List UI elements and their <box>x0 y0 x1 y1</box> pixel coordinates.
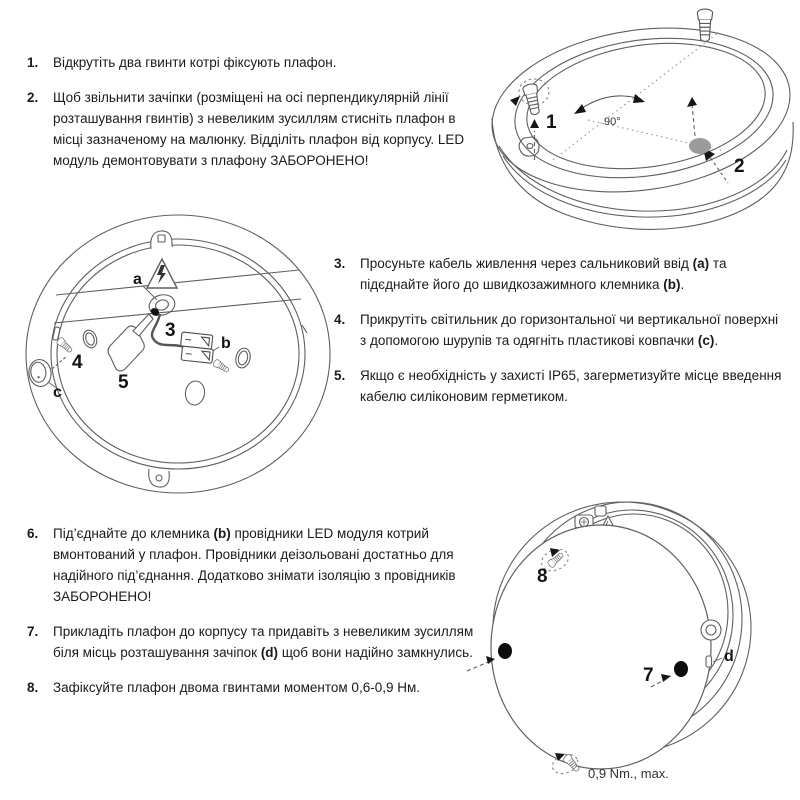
step-text: Прикрутіть світильник до горизонтальної чи вертикальної поверхні з допомогою шурупів та одягніть пластикові ковпачки (c). <box>360 312 779 348</box>
label-d-leader <box>713 658 722 662</box>
step-number: 6. <box>27 526 39 541</box>
label-sealant-5: 5 <box>118 372 129 393</box>
step-text: Просуньте кабель живлення через сальниковий ввід (a) та підєднайте його до швидкозажимного клемника (b). <box>360 256 727 292</box>
step-5 <box>334 365 786 407</box>
label-cable-3: 3 <box>165 320 176 341</box>
screw-boss <box>519 137 539 156</box>
cable-gland <box>701 620 721 640</box>
dashed-arrow <box>692 104 695 136</box>
label-screw-4: 4 <box>72 352 83 373</box>
step-number: 8. <box>27 680 39 695</box>
figure-base-interior <box>10 205 335 500</box>
figure-unscrew-plafond-svg <box>478 0 800 240</box>
step-1 <box>27 52 471 73</box>
angle-label: 90° <box>604 116 621 128</box>
lamp-body-outline <box>481 10 800 230</box>
step-text: Відкрутіть два гвинти котрі фіксують плафон. <box>53 55 337 70</box>
label-terminal-b: b <box>221 335 231 352</box>
press-point-dot <box>689 138 711 154</box>
steps-block-middle <box>334 253 786 421</box>
warning-triangle-icon <box>147 259 177 288</box>
steps-block-bottom <box>27 523 479 712</box>
figure-base-interior-svg <box>10 205 335 500</box>
dashed-leader <box>52 356 67 369</box>
step-4 <box>334 309 786 351</box>
base-hole <box>81 328 99 349</box>
press-point-dot <box>674 661 688 677</box>
figure-close-plafond-svg <box>455 478 800 800</box>
step-6 <box>27 523 479 607</box>
step-text: Прикладіть плафон до корпусу та придавіть з невеликим зусиллям біля місць розташування зачіпок (d) щоб вони надійно замкнулись. <box>53 624 474 660</box>
latch <box>706 656 712 667</box>
screw-boss-bottom <box>149 469 170 487</box>
plastic-cap <box>27 358 53 388</box>
screw-boss-top <box>151 231 172 249</box>
sealant-tube-icon <box>108 314 153 371</box>
figure-close-plafond <box>455 478 800 800</box>
step-text: Щоб звільнити зачіпки (розміщені на осі перпендикулярній лінії розташування гвинтів) з невеликим зусиллям стисніть плафон в місці зазначеному на малюнку. Відділіть плафон від корпусу. LED модуль демонтовувати з плафону ЗАБОРОНЕНО! <box>53 90 465 168</box>
base-hole <box>184 380 206 406</box>
step-8 <box>27 677 479 698</box>
press-point-dot <box>498 643 512 659</box>
torque-note: 0,9 Nm., max. <box>588 766 669 781</box>
step-number: 7. <box>27 624 39 639</box>
plafond-front <box>491 525 711 769</box>
label-cap-c: c <box>53 384 62 401</box>
step-number: 4. <box>334 312 346 327</box>
angle-arc <box>578 96 641 111</box>
steps-block-top <box>27 52 471 185</box>
cable-gland <box>147 292 177 318</box>
label-latch-d: d <box>724 648 734 665</box>
step-number: 5. <box>334 368 346 383</box>
screw-icon <box>522 83 542 116</box>
step-number: 3. <box>334 256 346 271</box>
terminal-block <box>179 332 215 363</box>
top-tab <box>595 506 606 516</box>
screw-icon <box>212 359 230 374</box>
step-text: Під’єднайте до клемника (b) провідники LED модуля котрий вмонтований у плафон. Провідники деізольовані достатньо для надійного під’єднання. Додатково знімати ізоляцію з провідників ЗАБОРОНЕНО! <box>53 526 456 604</box>
figure-unscrew-plafond <box>478 0 800 240</box>
label-press-7: 7 <box>643 665 654 686</box>
step-text: Якщо є необхідність у захисті IP65, загерметизуйте місце введення кабелю силіконовим герметиком. <box>360 368 782 404</box>
label-screw-8: 8 <box>537 566 548 587</box>
step-7 <box>27 621 479 663</box>
label-gland-a: a <box>133 271 142 288</box>
base-hole <box>234 347 252 370</box>
screw-icon <box>697 9 712 41</box>
step-number: 2. <box>27 90 39 105</box>
label-b-leader <box>213 347 219 351</box>
step-3 <box>334 253 786 295</box>
label-press-2: 2 <box>734 156 745 177</box>
step-text: Зафіксуйте плафон двома гвинтами моментом 0,6-0,9 Нм. <box>53 680 420 695</box>
step-number: 1. <box>27 55 39 70</box>
step-2 <box>27 87 471 171</box>
label-screw-1: 1 <box>546 112 557 133</box>
